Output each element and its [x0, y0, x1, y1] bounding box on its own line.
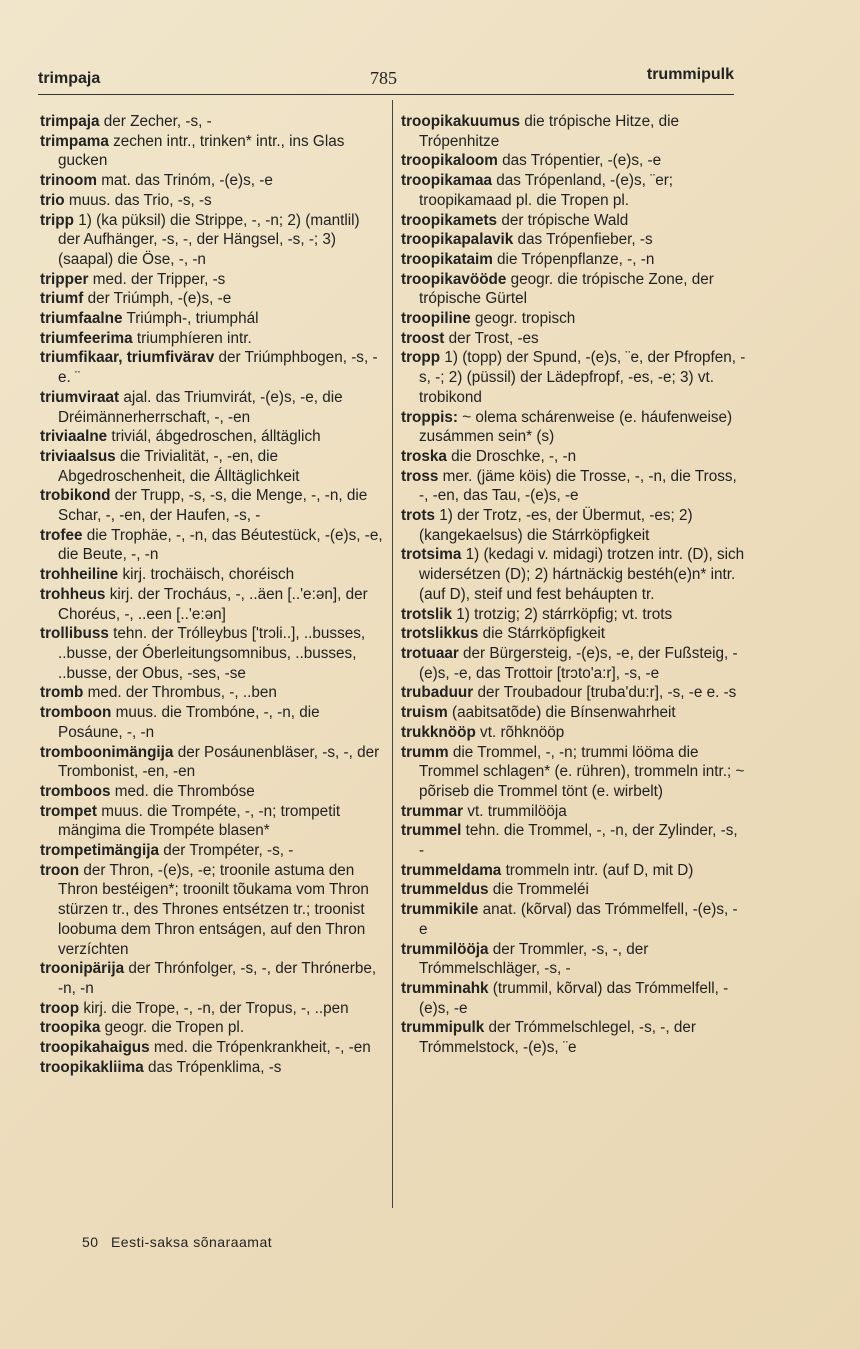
- entry-headword: tromb: [40, 684, 84, 702]
- entry-definition: (aabitsatõde) die Bínsenwahrheit: [452, 704, 676, 722]
- entry-headword: troopika: [40, 1019, 101, 1037]
- dictionary-entry: [40, 526, 385, 565]
- entry-headword: troopikapalavik: [401, 231, 514, 249]
- entry-definition: geogr. die trópische Zone, der trópische Gürtel: [419, 270, 714, 308]
- dictionary-entry: [40, 270, 385, 290]
- dictionary-entry: [401, 467, 746, 506]
- entry-definition: 1) (ka püksil) die Strippe, -, -n; 2) (mantlil) der Aufhänger, -s, -, der Hängsel, -s, -; 3) (saapal) die Öse, -, -n: [58, 211, 360, 268]
- dictionary-entry: [40, 171, 385, 191]
- entry-headword: trotuaar: [401, 644, 459, 662]
- entry-definition: Triúmph-, triumphál: [126, 310, 259, 328]
- entry-definition: die trópische Hitze, die Trópenhitze: [419, 113, 679, 150]
- entry-definition: die Trommeléi: [492, 881, 589, 899]
- dictionary-entry: [40, 1058, 385, 1078]
- entry-definition: der Zecher, -s, -: [103, 113, 212, 130]
- entry-headword: tromboos: [40, 782, 111, 800]
- entry-definition: der Trommler, -s, -, der Trómmelschläger, -s, -: [419, 940, 649, 978]
- dictionary-entry: [40, 703, 385, 742]
- dictionary-entry: [40, 447, 385, 486]
- entry-headword: trobikond: [40, 487, 111, 505]
- sheet-number: 50: [82, 1234, 99, 1250]
- entry-definition: der Posáunenbläser, -s, -, der Trombonist, -en, -en: [58, 743, 380, 781]
- dictionary-entry: [40, 211, 385, 270]
- dictionary-entry: [40, 112, 385, 132]
- entry-definition: kirj. die Trope, -, -n, der Tropus, -, ..pen: [83, 999, 349, 1017]
- entry-headword: trollibuss: [40, 625, 109, 643]
- dictionary-entry: [401, 605, 746, 625]
- right-column: [401, 112, 746, 1058]
- entry-definition: vt. trummilööja: [467, 802, 567, 820]
- entry-definition: muus. das Trio, -s, -s: [68, 191, 212, 209]
- entry-headword: trumminahk: [401, 979, 489, 997]
- dictionary-entry: [40, 348, 385, 387]
- entry-definition: der Trost, -es: [448, 329, 539, 347]
- dictionary-entry: [40, 861, 385, 960]
- entry-headword: troost: [401, 329, 445, 347]
- entry-headword: tripp: [40, 211, 74, 229]
- dictionary-entry: [401, 979, 746, 1018]
- dictionary-entry: [401, 683, 746, 703]
- entry-definition: das Trópentier, -(e)s, -e: [502, 152, 662, 170]
- entry-headword: troopikakuumus: [401, 113, 520, 130]
- entry-definition: med. der Thrombus, -, ..ben: [87, 684, 277, 702]
- dictionary-entry: [401, 309, 746, 329]
- entry-headword: triumviraat: [40, 388, 120, 406]
- dictionary-entry: [401, 250, 746, 270]
- dictionary-entry: [401, 1018, 746, 1057]
- dictionary-entry: [40, 191, 385, 211]
- entry-definition: ajal. das Triumvirát, -(e)s, -e, die Dréimännerherrschaft, -, -en: [58, 388, 343, 426]
- entry-headword: triviaalsus: [40, 447, 116, 465]
- dictionary-entry: [401, 723, 746, 743]
- dictionary-entry: [40, 624, 385, 683]
- entry-headword: troonipärija: [40, 960, 125, 978]
- dictionary-entry: [40, 486, 385, 525]
- entry-headword: troopiline: [401, 310, 471, 328]
- dictionary-entry: [40, 1038, 385, 1058]
- entry-definition: 1) (topp) der Spund, -(e)s, ¨e, der Pfropfen, -s, -; 2) (püssil) der Lädepfropf, -es, -e; 3) vt. trobikond: [419, 349, 746, 406]
- entry-headword: troopikaloom: [401, 152, 498, 170]
- dictionary-entry: [401, 900, 746, 939]
- column-divider: [392, 100, 393, 1208]
- entry-headword: trukknööp: [401, 723, 476, 741]
- dictionary-entry: [401, 624, 746, 644]
- entry-headword: trohheiline: [40, 566, 119, 584]
- entry-headword: troop: [40, 999, 80, 1017]
- dictionary-entry: [40, 585, 385, 624]
- dictionary-entry: [401, 408, 746, 447]
- entry-definition: (trummil, kõrval) das Trómmelfell, -(e)s, -e: [419, 979, 729, 1017]
- entry-definition: die Trivialität, -, -en, die Abgedroschenheit, die Álltäglichkeit: [58, 447, 300, 485]
- entry-definition: ~ olema schárenweise (e. háufenweise) zusámmen sein* (s): [419, 408, 733, 446]
- page-footer: [82, 1234, 272, 1250]
- entry-definition: muus. die Trombóne, -, -n, die Posáune, -, -n: [58, 704, 320, 741]
- entry-headword: truism: [401, 704, 448, 722]
- entry-definition: der Troubadour [truba'du:r], -s, -e e. -s: [477, 684, 737, 702]
- entry-definition: der Thrónfolger, -s, -, der Thrónerbe, -n, -n: [58, 960, 377, 997]
- entry-definition: trommeln intr. (auf D, mit D): [505, 861, 694, 879]
- entry-headword: trummeldus: [401, 881, 489, 899]
- dictionary-entry: [401, 270, 746, 309]
- entry-definition: 1) der Trotz, -es, der Übermut, -es; 2) (kangekaelsus) die Stárrköpfigkeit: [419, 507, 693, 544]
- entry-definition: anat. (kõrval) das Trómmelfell, -(e)s, -e: [419, 901, 738, 938]
- entry-headword: troopikamets: [401, 211, 498, 229]
- dictionary-entry: [40, 329, 385, 349]
- entry-headword: troska: [401, 447, 447, 465]
- entry-definition: der Trompéter, -s, -: [163, 842, 294, 860]
- dictionary-entry: [401, 506, 746, 545]
- entry-headword: trotslikkus: [401, 625, 479, 643]
- entry-headword: tromboon: [40, 704, 112, 722]
- dictionary-entry: [401, 230, 746, 250]
- dictionary-entry: [40, 289, 385, 309]
- entry-definition: der Trómmelschlegel, -s, -, der Trómmelstock, -(e)s, ¨e: [419, 1019, 696, 1057]
- dictionary-entry: [401, 703, 746, 723]
- page-number: 785: [370, 68, 397, 88]
- entry-headword: trummar: [401, 802, 464, 820]
- entry-definition: der Thron, -(e)s, -e; troonile astuma den Thron bestéigen*; troonilt tõukama vom Thron stürzen tr., des Thrones entsétzen tr.; troonist loobuma dem Thron entságen, auf den Thron verzíchten: [58, 861, 369, 958]
- entry-definition: die Trommel, -, -n; trummi löömа die Trommel schlagen* (e. rühren), trommeln intr.; ~ põriseb die Trommel tönt (e. wirbelt): [419, 743, 745, 800]
- entry-headword: tross: [401, 467, 439, 485]
- dictionary-entry: [40, 683, 385, 703]
- entry-definition: 1) (kedagi v. midagi) trotzen intr. (D), sich widersétzen (D); 2) hártnäckig bestéh(e)n* intr. (auf D), steif und fest beháupten tr.: [419, 546, 745, 603]
- dictionary-entry: [401, 940, 746, 979]
- entry-definition: med. der Tripper, -s: [92, 270, 226, 288]
- dictionary-entry: [40, 782, 385, 802]
- entry-definition: der Triúmph, -(e)s, -e: [87, 290, 232, 308]
- page-header: [38, 64, 734, 95]
- dictionary-entry: [40, 743, 385, 782]
- entry-definition: das Trópenfieber, -s: [517, 231, 653, 249]
- entry-headword: trummel: [401, 822, 462, 840]
- entry-headword: troopikataim: [401, 250, 493, 268]
- entry-definition: die Stárrköpfigkeit: [482, 625, 606, 643]
- dictionary-entry: [40, 309, 385, 329]
- entry-definition: med. die Thrombóse: [114, 782, 255, 800]
- dictionary-entry: [401, 880, 746, 900]
- entry-headword: trummikile: [401, 901, 479, 919]
- dictionary-entry: [40, 841, 385, 861]
- entry-definition: muus. die Trompéte, -, -n; trompetit mängima die Trompéte blasen*: [58, 802, 341, 840]
- entry-definition: mer. (jäme köis) die Trosse, -, -n, die Tross, -, -en, das Tau, -(e)s, -e: [419, 467, 737, 505]
- entry-definition: das Trópenland, -(e)s, ¨er; troopikamaad pl. die Tropen pl.: [419, 172, 674, 209]
- entry-headword: trohheus: [40, 585, 106, 603]
- entry-headword: trummeldama: [401, 861, 502, 879]
- entry-definition: triviál, ábgedroschen, álltäglich: [111, 428, 321, 446]
- entry-definition: der Triúmphbogen, -s, - e. ¨: [58, 349, 378, 387]
- entry-headword: tromboonimängija: [40, 743, 174, 761]
- dictionary-entry: [401, 211, 746, 231]
- dictionary-entry: [401, 171, 746, 210]
- entry-headword: trummilööja: [401, 940, 489, 958]
- entry-headword: troopikavööde: [401, 270, 507, 288]
- entry-definition: kirj. der Trocháus, -, ..äen [..'e:ən], der Choréus, -, ..een [..'e:ən]: [58, 585, 368, 623]
- entry-headword: troon: [40, 861, 80, 879]
- entry-definition: der trópische Wald: [501, 211, 629, 229]
- entry-definition: der Bürgersteig, -(e)s, -e, der Fußsteig, -(e)s, -e, das Trottoir [trɔto'a:r], -s, -e: [419, 644, 738, 682]
- entry-headword: trompet: [40, 802, 97, 820]
- dictionary-entry: [401, 447, 746, 467]
- entry-headword: trotslik: [401, 605, 452, 623]
- entry-headword: trotsima: [401, 546, 462, 564]
- entry-headword: trumm: [401, 743, 449, 761]
- entry-definition: die Trophäe, -, -n, das Béutestück, -(e)s, -e, die Beute, -, -n: [58, 526, 383, 564]
- entry-definition: med. die Trópenkrankheit, -, -en: [153, 1039, 371, 1057]
- entry-definition: die Droschke, -, -n: [451, 447, 577, 465]
- entry-headword: triumfikaar, triumfivärav: [40, 349, 215, 367]
- entry-headword: troppis:: [401, 408, 458, 426]
- dictionary-entry: [40, 388, 385, 427]
- entry-headword: triviaalne: [40, 428, 108, 446]
- entry-definition: zechen intr., trinken* intr., ins Glas gucken: [58, 132, 345, 170]
- dictionary-entry: [401, 644, 746, 683]
- book-title: Eesti-saksa sõnaraamat: [110, 1234, 273, 1250]
- entry-headword: trio: [40, 191, 65, 209]
- entry-headword: trummipulk: [401, 1019, 485, 1037]
- dictionary-entry: [40, 999, 385, 1019]
- entry-headword: triumfeerima: [40, 329, 133, 347]
- left-column: [40, 112, 385, 1077]
- entry-definition: vt. rõhknööp: [480, 723, 565, 741]
- dictionary-entry: [401, 151, 746, 171]
- entry-headword: trofee: [40, 526, 83, 544]
- entry-definition: triumphíeren intr.: [136, 329, 252, 347]
- dictionary-entry: [40, 565, 385, 585]
- entry-definition: kirj. trochäisch, choréisch: [122, 566, 295, 584]
- entry-definition: der Trupp, -s, -s, die Menge, -, -n, die Schar, -, -en, der Haufen, -s, -: [58, 487, 368, 525]
- dictionary-entry: [40, 802, 385, 841]
- dictionary-entry: [401, 348, 746, 407]
- entry-headword: trimpaja: [40, 113, 100, 130]
- entry-headword: tropp: [401, 349, 441, 367]
- entry-headword: troopikamaa: [401, 172, 492, 190]
- header-first-word: trimpaja: [38, 70, 101, 87]
- entry-headword: tripper: [40, 270, 89, 288]
- entry-definition: geogr. tropisch: [474, 310, 576, 328]
- entry-definition: tehn. die Trommel, -, -n, der Zylinder, -s, -: [419, 822, 738, 860]
- dictionary-entry: [40, 1018, 385, 1038]
- entry-headword: trimpama: [40, 132, 109, 150]
- header-last-word: trummipulk: [646, 66, 734, 83]
- dictionary-entry: [401, 329, 746, 349]
- entry-headword: troopikahaigus: [40, 1039, 150, 1057]
- dictionary-entry: [401, 861, 746, 881]
- entry-headword: trubaduur: [401, 684, 474, 702]
- dictionary-entry: [401, 821, 746, 860]
- entry-headword: triumf: [40, 290, 84, 308]
- entry-headword: troopikakliima: [40, 1058, 144, 1076]
- entry-definition: mat. das Trinóm, -(e)s, -e: [101, 172, 273, 190]
- dictionary-entry: [401, 112, 746, 151]
- dictionary-entry: [40, 959, 385, 998]
- entry-definition: geogr. die Tropen pl.: [104, 1019, 245, 1037]
- entry-headword: trompetimängija: [40, 842, 159, 860]
- entry-definition: die Trópenpflanze, -, -n: [497, 250, 655, 268]
- entry-headword: trinoom: [40, 172, 97, 190]
- entry-headword: triumfaalne: [40, 310, 123, 328]
- dictionary-entry: [40, 427, 385, 447]
- entry-headword: trots: [401, 507, 435, 525]
- dictionary-entry: [401, 802, 746, 822]
- entry-definition: 1) trotzig; 2) stárrköpfig; vt. trots: [456, 605, 673, 623]
- dictionary-entry: [401, 545, 746, 604]
- dictionary-entry: [401, 743, 746, 802]
- entry-definition: tehn. der Tróllеybus ['trɔli..], ..busses, ..busse, der Óberleitungsomnibus, ..busses, ..busse, der Obus, -ses, -se: [58, 625, 366, 682]
- entry-definition: das Trópenklima, -s: [147, 1058, 282, 1076]
- dictionary-entry: [40, 132, 385, 171]
